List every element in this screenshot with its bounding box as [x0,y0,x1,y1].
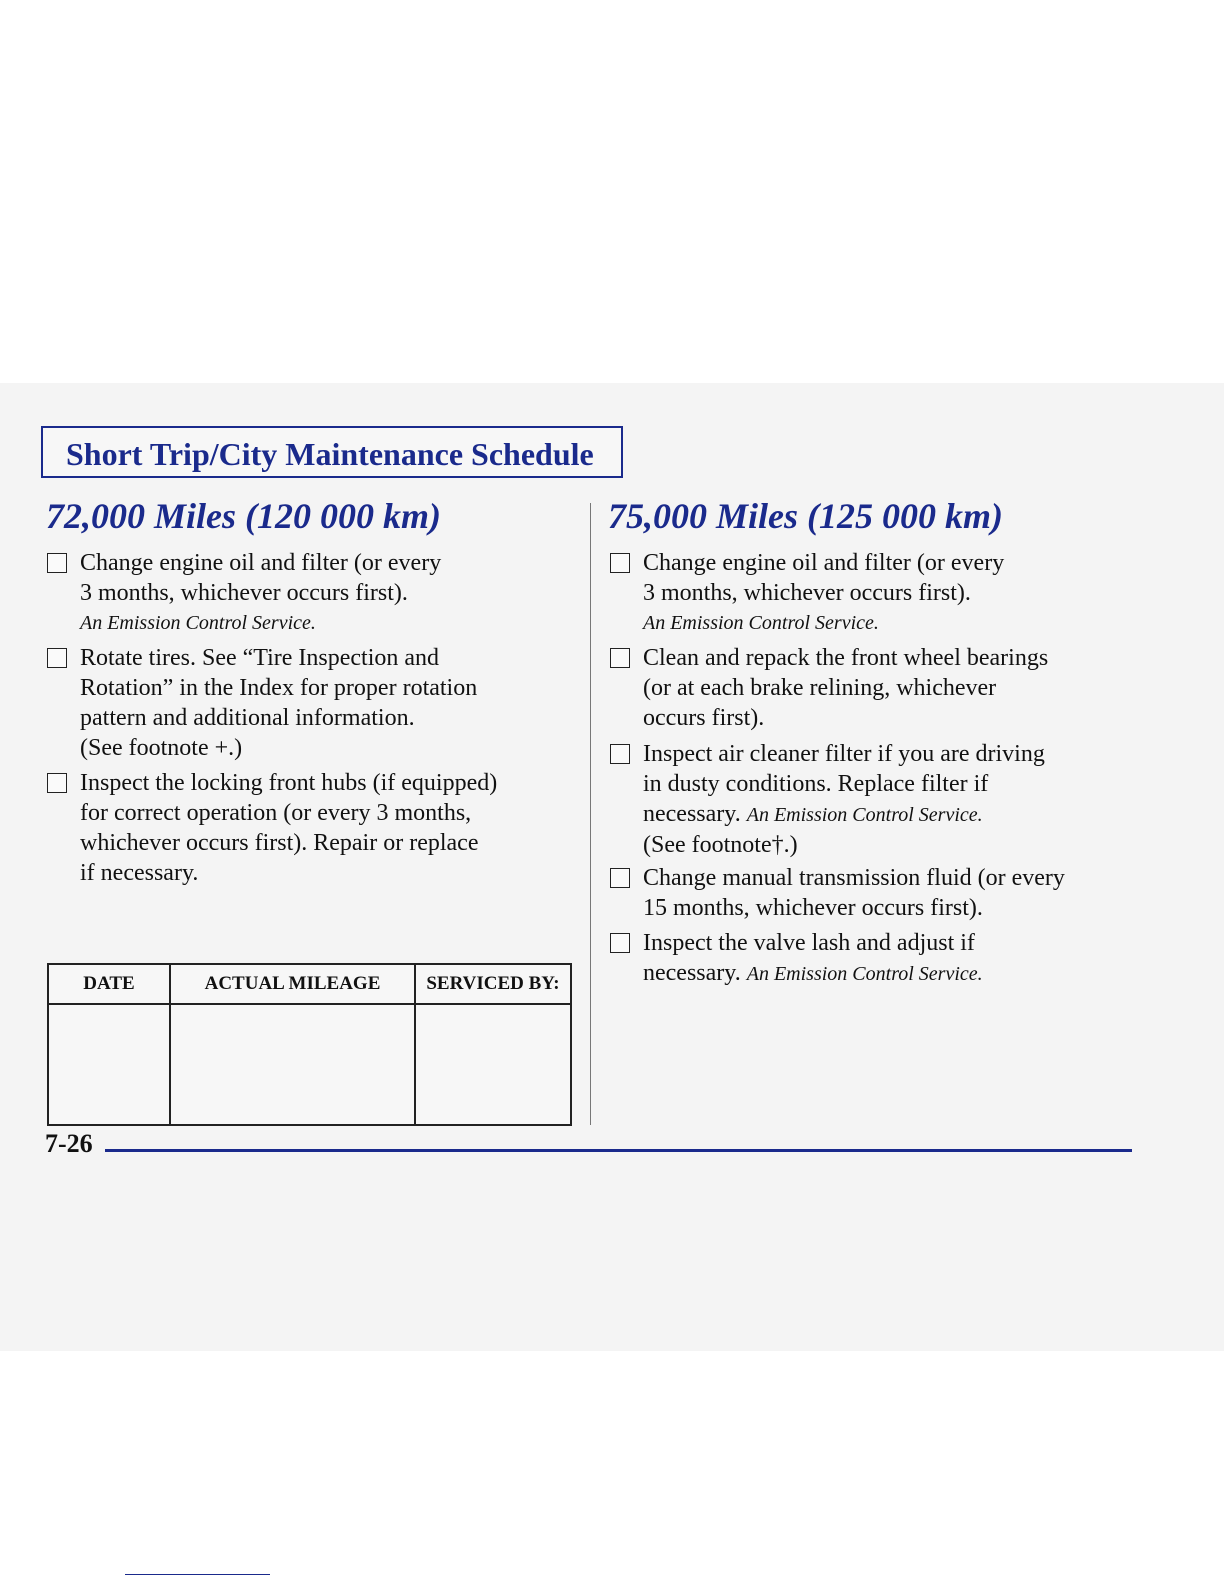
item-text-line: pattern and additional information. [80,705,415,731]
checkbox-icon[interactable] [610,744,630,764]
item-text-line: Inspect the valve lash and adjust if [643,930,975,956]
item-text-line: Change engine oil and filter (or every [80,550,442,576]
item-text-line: 15 months, whichever occurs first). [643,895,983,921]
actual-mileage-cell[interactable] [170,1004,415,1125]
right-column-heading: 75,000 Miles (125 000 km) [608,496,1003,536]
left-column-heading: 72,000 Miles (120 000 km) [46,496,441,536]
serviced-by-cell[interactable] [415,1004,571,1125]
column-divider [590,503,591,1125]
service-log-table [47,963,572,1126]
footer-rule [105,1149,1132,1152]
column-header-date: DATE [48,964,170,1004]
emission-note: An Emission Control Service. [80,612,316,634]
item-text-line-with-note [643,799,1045,830]
left-item-1 [47,548,441,638]
right-item-5 [610,928,983,989]
column-header-serviced-by: SERVICED BY: [415,964,571,1004]
column-header-actual-mileage: ACTUAL MILEAGE [170,964,415,1004]
item-text-line: Inspect the locking front hubs (if equipped) [80,770,498,796]
section-title: Short Trip/City Maintenance Schedule [66,436,594,472]
item-text-line: Clean and repack the front wheel bearings [643,645,1049,671]
item-text-line: Change engine oil and filter (or every [643,550,1005,576]
emission-note: An Emission Control Service. [643,612,879,634]
item-text-fragment: necessary. [643,801,741,827]
item-text-line-with-note [643,958,983,989]
left-item-2 [47,643,477,763]
item-text-line: 3 months, whichever occurs first). [80,580,408,606]
checkbox-icon[interactable] [47,553,67,573]
item-text-line: (or at each brake relining, whichever [643,675,997,701]
item-text-line: whichever occurs first). Repair or replace [80,830,479,856]
emission-note: An Emission Control Service. [746,963,983,985]
right-item-4 [610,863,1065,923]
item-text-line: Change manual transmission fluid (or every [643,865,1065,891]
left-item-3 [47,768,497,888]
page-number: 7-26 [45,1129,93,1158]
checkbox-icon[interactable] [610,648,630,668]
right-item-1 [610,548,1004,638]
bottom-rule [125,1574,270,1575]
item-text-line: (See footnote†.) [643,832,798,858]
item-text-line: Rotation” in the Index for proper rotation [80,675,478,701]
item-text-line: Rotate tires. See “Tire Inspection and [80,645,440,671]
right-item-2 [610,643,1048,733]
checkbox-icon[interactable] [610,553,630,573]
checkbox-icon[interactable] [47,773,67,793]
emission-note: An Emission Control Service. [746,804,983,826]
right-item-3 [610,739,1045,860]
item-text-line: (See footnote +.) [80,735,243,761]
checkbox-icon[interactable] [610,933,630,953]
item-text-line: for correct operation (or every 3 months, [80,800,472,826]
checkbox-icon[interactable] [610,868,630,888]
item-text-line: 3 months, whichever occurs first). [643,580,971,606]
item-text-line: in dusty conditions. Replace filter if [643,771,989,797]
date-cell[interactable] [48,1004,170,1125]
checkbox-icon[interactable] [47,648,67,668]
section-title-box [41,426,623,478]
item-text-line: Inspect air cleaner filter if you are driving [643,741,1045,767]
item-text-line: occurs first). [643,705,765,731]
item-text-line: if necessary. [80,860,199,886]
item-text-fragment: necessary. [643,960,741,986]
